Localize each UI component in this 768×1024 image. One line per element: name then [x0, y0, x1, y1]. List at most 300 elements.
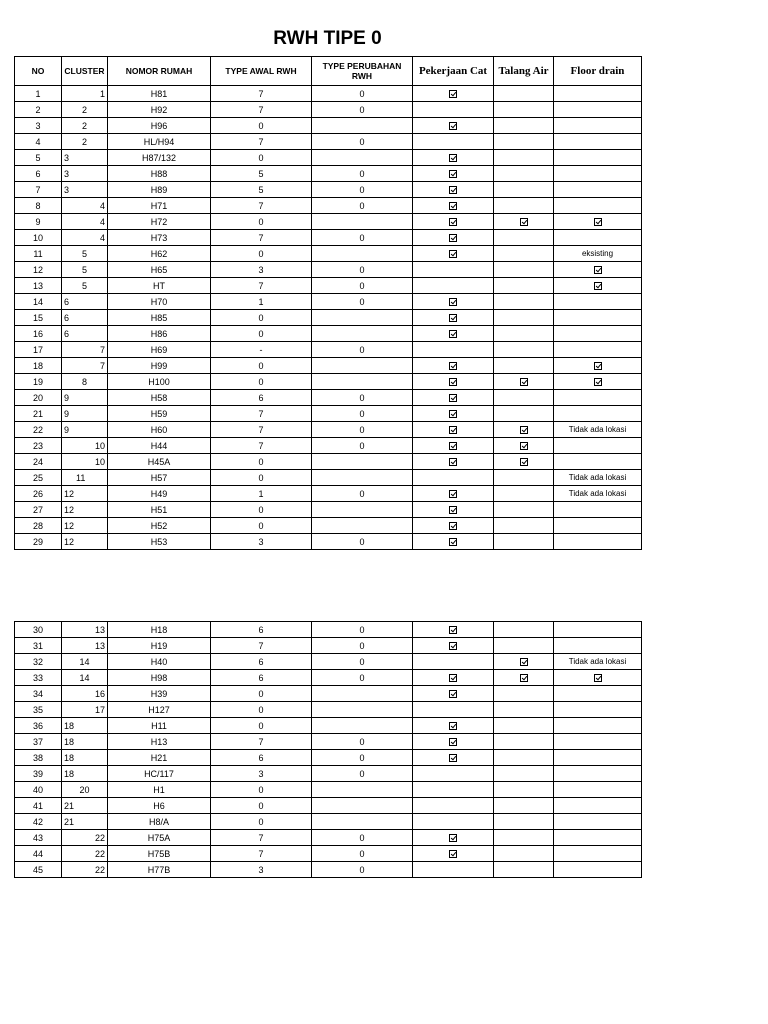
cell-talang-air — [494, 654, 554, 670]
cell-cluster: 3 — [62, 150, 108, 166]
cell-talang-air — [494, 638, 554, 654]
cell-talang-air — [494, 502, 554, 518]
checkbox-checked-icon — [449, 394, 457, 402]
cell-type-perubahan — [312, 518, 413, 534]
checkbox-checked-icon — [449, 426, 457, 434]
cell-type-perubahan — [312, 782, 413, 798]
cell-type-awal: 5 — [211, 182, 312, 198]
table-row — [15, 102, 642, 118]
cell-cluster: 18 — [62, 734, 108, 750]
cell-floor-drain — [554, 86, 642, 102]
cell-type-awal: 0 — [211, 814, 312, 830]
cell-no: 39 — [15, 766, 62, 782]
cell-pekerjaan-cat — [413, 846, 494, 862]
table-row — [15, 814, 642, 830]
checkbox-checked-icon — [449, 506, 457, 514]
cell-talang-air — [494, 470, 554, 486]
checkbox-checked-icon — [449, 330, 457, 338]
cell-no: 19 — [15, 374, 62, 390]
cell-no: 27 — [15, 502, 62, 518]
cell-floor-drain — [554, 718, 642, 734]
cell-pekerjaan-cat — [413, 118, 494, 134]
cell-type-awal: 0 — [211, 310, 312, 326]
cell-type-perubahan: 0 — [312, 750, 413, 766]
table-row — [15, 326, 642, 342]
table-row — [15, 502, 642, 518]
cell-talang-air — [494, 214, 554, 230]
cell-no: 13 — [15, 278, 62, 294]
table-row — [15, 830, 642, 846]
cell-pekerjaan-cat — [413, 86, 494, 102]
cell-type-perubahan: 0 — [312, 134, 413, 150]
cell-type-perubahan: 0 — [312, 654, 413, 670]
cell-pekerjaan-cat — [413, 278, 494, 294]
cell-type-awal: 6 — [211, 750, 312, 766]
cell-type-perubahan — [312, 454, 413, 470]
cell-cluster: 20 — [62, 782, 108, 798]
table-row — [15, 534, 642, 550]
cell-nomor-rumah: H70 — [108, 294, 211, 310]
checkbox-checked-icon — [594, 362, 602, 370]
cell-type-perubahan: 0 — [312, 406, 413, 422]
cell-nomor-rumah: H85 — [108, 310, 211, 326]
cell-floor-drain — [554, 374, 642, 390]
cell-no: 33 — [15, 670, 62, 686]
cell-nomor-rumah: HT — [108, 278, 211, 294]
cell-floor-drain — [554, 406, 642, 422]
cell-type-perubahan — [312, 246, 413, 262]
table-row — [15, 470, 642, 486]
cell-floor-drain — [554, 454, 642, 470]
cell-cluster: 3 — [62, 182, 108, 198]
cell-cluster: 18 — [62, 750, 108, 766]
cell-pekerjaan-cat — [413, 734, 494, 750]
cell-cluster: 22 — [62, 830, 108, 846]
cell-type-perubahan — [312, 470, 413, 486]
cell-pekerjaan-cat — [413, 470, 494, 486]
cell-cluster: 4 — [62, 198, 108, 214]
cell-type-perubahan — [312, 214, 413, 230]
cell-type-perubahan: 0 — [312, 342, 413, 358]
cell-no: 41 — [15, 798, 62, 814]
cell-floor-drain — [554, 686, 642, 702]
cell-cluster: 2 — [62, 102, 108, 118]
table-row — [15, 374, 642, 390]
cell-pekerjaan-cat — [413, 246, 494, 262]
table-row — [15, 686, 642, 702]
cell-type-perubahan — [312, 718, 413, 734]
cell-pekerjaan-cat — [413, 862, 494, 878]
cell-cluster: 12 — [62, 502, 108, 518]
cell-no: 34 — [15, 686, 62, 702]
cell-talang-air — [494, 150, 554, 166]
cell-nomor-rumah: H8/A — [108, 814, 211, 830]
cell-type-perubahan: 0 — [312, 862, 413, 878]
cell-nomor-rumah: H100 — [108, 374, 211, 390]
cell-type-awal: 7 — [211, 230, 312, 246]
cell-nomor-rumah: HL/H94 — [108, 134, 211, 150]
cell-type-awal: 7 — [211, 846, 312, 862]
cell-cluster: 9 — [62, 406, 108, 422]
cell-nomor-rumah: H62 — [108, 246, 211, 262]
cell-pekerjaan-cat — [413, 438, 494, 454]
cell-floor-drain — [554, 230, 642, 246]
cell-talang-air — [494, 342, 554, 358]
cell-cluster: 14 — [62, 654, 108, 670]
table-row — [15, 118, 642, 134]
cell-floor-drain — [554, 814, 642, 830]
cell-no: 2 — [15, 102, 62, 118]
cell-type-perubahan: 0 — [312, 734, 413, 750]
cell-talang-air — [494, 86, 554, 102]
table-row — [15, 702, 642, 718]
cell-pekerjaan-cat — [413, 798, 494, 814]
cell-type-perubahan: 0 — [312, 102, 413, 118]
cell-nomor-rumah: H75B — [108, 846, 211, 862]
cell-no: 35 — [15, 702, 62, 718]
cell-cluster: 12 — [62, 534, 108, 550]
cell-floor-drain — [554, 214, 642, 230]
cell-pekerjaan-cat — [413, 342, 494, 358]
cell-cluster: 5 — [62, 278, 108, 294]
cell-type-perubahan — [312, 686, 413, 702]
table-row — [15, 438, 642, 454]
cell-floor-drain — [554, 750, 642, 766]
cell-type-awal: 1 — [211, 294, 312, 310]
cell-talang-air — [494, 702, 554, 718]
cell-type-perubahan: 0 — [312, 638, 413, 654]
checkbox-checked-icon — [449, 234, 457, 242]
cell-type-awal: 3 — [211, 534, 312, 550]
cell-talang-air — [494, 734, 554, 750]
cell-no: 43 — [15, 830, 62, 846]
cell-cluster: 1 — [62, 86, 108, 102]
cell-cluster: 6 — [62, 294, 108, 310]
cell-talang-air — [494, 830, 554, 846]
cell-type-awal: 7 — [211, 198, 312, 214]
cell-type-awal: 0 — [211, 518, 312, 534]
cell-no: 25 — [15, 470, 62, 486]
cell-pekerjaan-cat — [413, 502, 494, 518]
cell-type-perubahan: 0 — [312, 294, 413, 310]
table-row — [15, 670, 642, 686]
cell-type-awal: 7 — [211, 422, 312, 438]
cell-cluster: 18 — [62, 718, 108, 734]
cell-no: 15 — [15, 310, 62, 326]
cell-type-awal: 3 — [211, 766, 312, 782]
cell-talang-air — [494, 326, 554, 342]
cell-cluster: 22 — [62, 846, 108, 862]
cell-pekerjaan-cat — [413, 718, 494, 734]
cell-floor-drain — [554, 326, 642, 342]
cell-no: 1 — [15, 86, 62, 102]
checkbox-checked-icon — [449, 410, 457, 418]
cell-nomor-rumah: H57 — [108, 470, 211, 486]
checkbox-checked-icon — [449, 250, 457, 258]
cell-no: 11 — [15, 246, 62, 262]
cell-floor-drain — [554, 830, 642, 846]
checkbox-checked-icon — [449, 522, 457, 530]
cell-pekerjaan-cat — [413, 422, 494, 438]
cell-type-perubahan: 0 — [312, 830, 413, 846]
cell-talang-air — [494, 798, 554, 814]
cell-no: 6 — [15, 166, 62, 182]
cell-pekerjaan-cat — [413, 150, 494, 166]
cell-floor-drain — [554, 766, 642, 782]
cell-floor-drain — [554, 198, 642, 214]
cell-type-perubahan — [312, 502, 413, 518]
cell-floor-drain — [554, 342, 642, 358]
checkbox-checked-icon — [449, 442, 457, 450]
cell-pekerjaan-cat — [413, 686, 494, 702]
cell-cluster: 8 — [62, 374, 108, 390]
cell-type-awal: 1 — [211, 486, 312, 502]
cell-pekerjaan-cat — [413, 814, 494, 830]
cell-floor-drain — [554, 670, 642, 686]
cell-talang-air — [494, 198, 554, 214]
checkbox-checked-icon — [449, 850, 457, 858]
table-row — [15, 734, 642, 750]
cell-type-perubahan — [312, 118, 413, 134]
table-row — [15, 718, 642, 734]
cell-nomor-rumah: H65 — [108, 262, 211, 278]
cell-pekerjaan-cat — [413, 310, 494, 326]
cell-nomor-rumah: H52 — [108, 518, 211, 534]
cell-nomor-rumah: H89 — [108, 182, 211, 198]
cell-no: 37 — [15, 734, 62, 750]
checkbox-checked-icon — [449, 378, 457, 386]
table-row — [15, 766, 642, 782]
cell-type-perubahan: 0 — [312, 846, 413, 862]
cell-talang-air — [494, 814, 554, 830]
cell-nomor-rumah: H19 — [108, 638, 211, 654]
cell-type-awal: 0 — [211, 374, 312, 390]
cell-nomor-rumah: H69 — [108, 342, 211, 358]
cell-pekerjaan-cat — [413, 390, 494, 406]
cell-talang-air — [494, 486, 554, 502]
cell-no: 38 — [15, 750, 62, 766]
cell-type-awal: 0 — [211, 118, 312, 134]
cell-no: 29 — [15, 534, 62, 550]
cell-floor-drain — [554, 734, 642, 750]
table-row — [15, 150, 642, 166]
cell-type-awal: 7 — [211, 406, 312, 422]
cell-floor-drain — [554, 262, 642, 278]
checkbox-checked-icon — [594, 282, 602, 290]
checkbox-checked-icon — [594, 218, 602, 226]
cell-nomor-rumah: HC/117 — [108, 766, 211, 782]
cell-cluster: 22 — [62, 862, 108, 878]
cell-talang-air — [494, 686, 554, 702]
cell-cluster: 11 — [62, 470, 108, 486]
cell-floor-drain — [554, 638, 642, 654]
cell-no: 14 — [15, 294, 62, 310]
cell-no: 36 — [15, 718, 62, 734]
checkbox-checked-icon — [449, 738, 457, 746]
cell-type-perubahan — [312, 310, 413, 326]
cell-no: 9 — [15, 214, 62, 230]
cell-type-awal: 6 — [211, 390, 312, 406]
cell-type-perubahan — [312, 374, 413, 390]
cell-cluster: 21 — [62, 798, 108, 814]
table-row — [15, 294, 642, 310]
cell-no: 31 — [15, 638, 62, 654]
cell-no: 5 — [15, 150, 62, 166]
cell-talang-air — [494, 454, 554, 470]
checkbox-checked-icon — [449, 154, 457, 162]
cell-pekerjaan-cat — [413, 294, 494, 310]
cell-type-awal: 0 — [211, 702, 312, 718]
cell-floor-drain: Tidak ada lokasi — [554, 470, 642, 486]
cell-talang-air — [494, 390, 554, 406]
cell-pekerjaan-cat — [413, 750, 494, 766]
table-row — [15, 246, 642, 262]
cell-type-perubahan: 0 — [312, 670, 413, 686]
cell-floor-drain — [554, 358, 642, 374]
cell-talang-air — [494, 278, 554, 294]
cell-type-awal: 7 — [211, 830, 312, 846]
cell-floor-drain — [554, 846, 642, 862]
cell-type-perubahan — [312, 814, 413, 830]
cell-cluster: 10 — [62, 438, 108, 454]
checkbox-checked-icon — [449, 314, 457, 322]
cell-nomor-rumah: H39 — [108, 686, 211, 702]
cell-talang-air — [494, 358, 554, 374]
cell-pekerjaan-cat — [413, 134, 494, 150]
header-cluster: CLUSTER — [62, 57, 108, 86]
cell-talang-air — [494, 750, 554, 766]
cell-talang-air — [494, 718, 554, 734]
cell-type-perubahan: 0 — [312, 278, 413, 294]
cell-no: 30 — [15, 622, 62, 638]
cell-floor-drain: eksisting — [554, 246, 642, 262]
cell-type-perubahan: 0 — [312, 262, 413, 278]
cell-type-awal: 0 — [211, 718, 312, 734]
cell-type-awal: 6 — [211, 654, 312, 670]
cell-type-awal: 5 — [211, 166, 312, 182]
cell-nomor-rumah: H13 — [108, 734, 211, 750]
rwh-table-part-2 — [14, 621, 642, 878]
cell-nomor-rumah: H81 — [108, 86, 211, 102]
cell-nomor-rumah: H86 — [108, 326, 211, 342]
cell-nomor-rumah: H127 — [108, 702, 211, 718]
table-row — [15, 310, 642, 326]
table-row — [15, 846, 642, 862]
cell-no: 26 — [15, 486, 62, 502]
header-type-perubahan-rwh: TYPE PERUBAHAN RWH — [312, 57, 413, 86]
cell-floor-drain — [554, 798, 642, 814]
table-row — [15, 798, 642, 814]
checkbox-checked-icon — [449, 754, 457, 762]
cell-no: 8 — [15, 198, 62, 214]
cell-cluster: 2 — [62, 134, 108, 150]
cell-talang-air — [494, 310, 554, 326]
checkbox-checked-icon — [449, 490, 457, 498]
cell-type-awal: 0 — [211, 214, 312, 230]
cell-talang-air — [494, 534, 554, 550]
cell-type-perubahan: 0 — [312, 766, 413, 782]
cell-talang-air — [494, 518, 554, 534]
cell-pekerjaan-cat — [413, 214, 494, 230]
checkbox-checked-icon — [520, 378, 528, 386]
cell-no: 7 — [15, 182, 62, 198]
cell-cluster: 3 — [62, 166, 108, 182]
cell-nomor-rumah: H98 — [108, 670, 211, 686]
cell-talang-air — [494, 102, 554, 118]
cell-floor-drain — [554, 782, 642, 798]
checkbox-checked-icon — [520, 458, 528, 466]
cell-cluster: 9 — [62, 390, 108, 406]
table-row — [15, 278, 642, 294]
cell-nomor-rumah: H88 — [108, 166, 211, 182]
checkbox-checked-icon — [449, 298, 457, 306]
cell-cluster: 13 — [62, 638, 108, 654]
cell-no: 40 — [15, 782, 62, 798]
checkbox-checked-icon — [449, 170, 457, 178]
cell-type-awal: 7 — [211, 86, 312, 102]
cell-type-perubahan — [312, 702, 413, 718]
cell-cluster: 16 — [62, 686, 108, 702]
cell-talang-air — [494, 374, 554, 390]
cell-nomor-rumah: H18 — [108, 622, 211, 638]
cell-no: 17 — [15, 342, 62, 358]
cell-pekerjaan-cat — [413, 374, 494, 390]
cell-no: 16 — [15, 326, 62, 342]
cell-type-awal: 7 — [211, 278, 312, 294]
cell-type-perubahan: 0 — [312, 534, 413, 550]
cell-floor-drain — [554, 534, 642, 550]
cell-no: 45 — [15, 862, 62, 878]
cell-floor-drain — [554, 862, 642, 878]
checkbox-checked-icon — [449, 458, 457, 466]
cell-nomor-rumah: H73 — [108, 230, 211, 246]
checkbox-checked-icon — [449, 362, 457, 370]
table-row — [15, 198, 642, 214]
cell-cluster: 4 — [62, 214, 108, 230]
cell-type-awal: 7 — [211, 638, 312, 654]
cell-talang-air — [494, 846, 554, 862]
table-row — [15, 214, 642, 230]
cell-nomor-rumah: H60 — [108, 422, 211, 438]
page-title: RWH TIPE 0 — [273, 28, 382, 49]
cell-nomor-rumah: H45A — [108, 454, 211, 470]
checkbox-checked-icon — [449, 642, 457, 650]
table-row — [15, 862, 642, 878]
cell-nomor-rumah: H96 — [108, 118, 211, 134]
checkbox-checked-icon — [449, 538, 457, 546]
header-talang-air: Talang Air — [494, 57, 554, 86]
cell-cluster: 4 — [62, 230, 108, 246]
cell-nomor-rumah: H6 — [108, 798, 211, 814]
cell-type-awal: 7 — [211, 734, 312, 750]
cell-no: 4 — [15, 134, 62, 150]
checkbox-checked-icon — [449, 674, 457, 682]
cell-nomor-rumah: H51 — [108, 502, 211, 518]
table-row — [15, 182, 642, 198]
cell-talang-air — [494, 230, 554, 246]
cell-pekerjaan-cat — [413, 182, 494, 198]
cell-floor-drain — [554, 622, 642, 638]
cell-nomor-rumah: H75A — [108, 830, 211, 846]
checkbox-checked-icon — [520, 658, 528, 666]
cell-nomor-rumah: H59 — [108, 406, 211, 422]
cell-pekerjaan-cat — [413, 702, 494, 718]
cell-type-awal: 0 — [211, 686, 312, 702]
cell-floor-drain — [554, 278, 642, 294]
cell-pekerjaan-cat — [413, 454, 494, 470]
cell-type-awal: 0 — [211, 150, 312, 166]
cell-no: 22 — [15, 422, 62, 438]
